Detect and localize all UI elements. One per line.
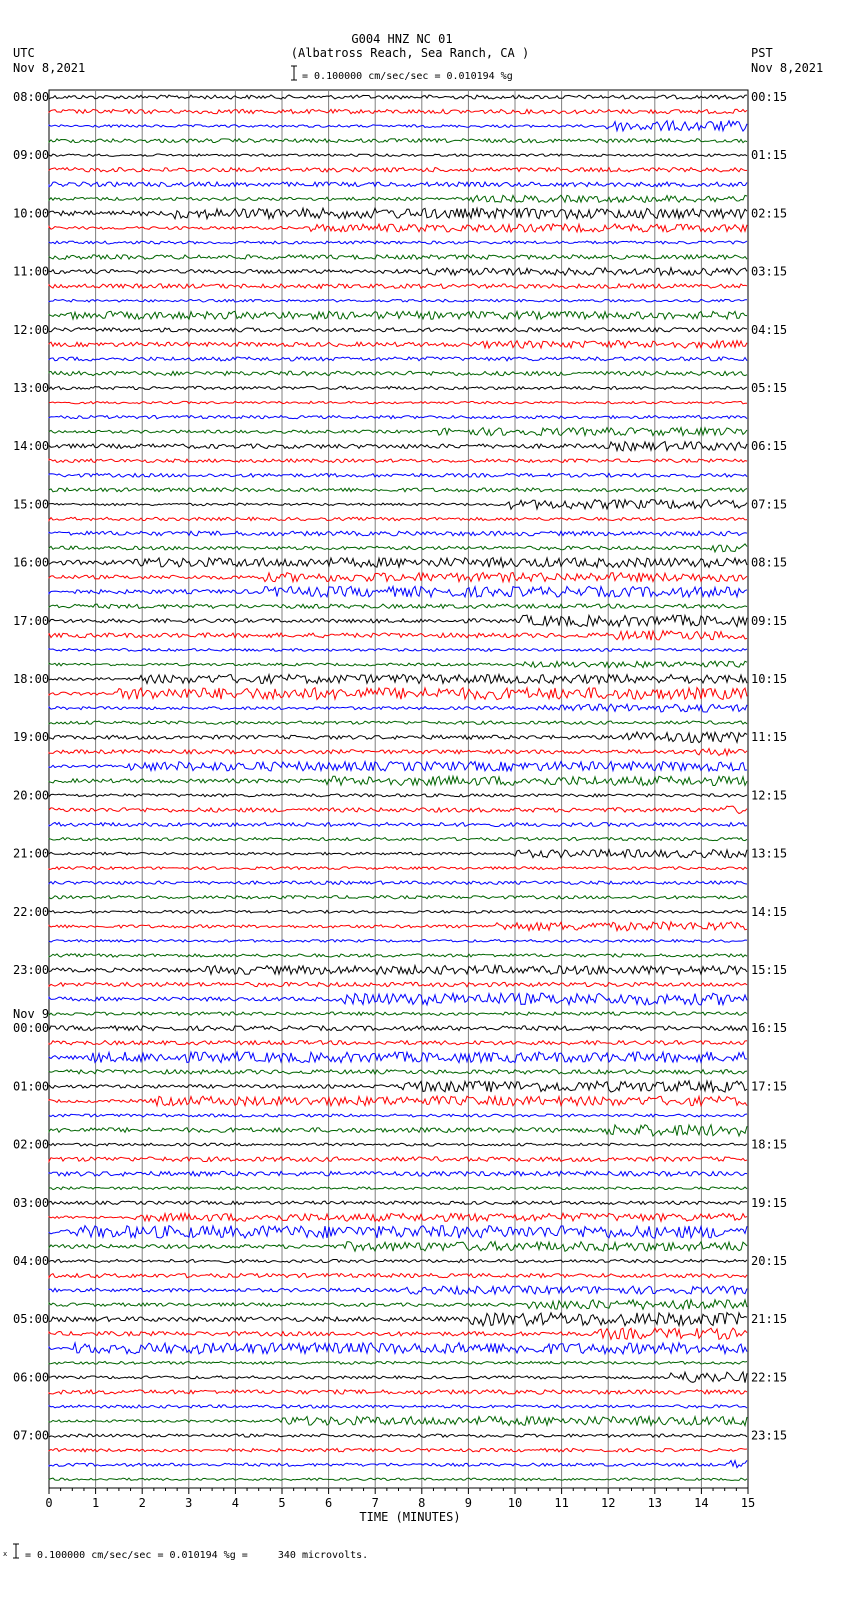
seismic-trace bbox=[49, 311, 747, 319]
seismic-trace bbox=[49, 371, 747, 375]
seismic-trace bbox=[49, 1226, 747, 1239]
x-tick-label: 11 bbox=[554, 1496, 569, 1510]
seismic-trace bbox=[49, 531, 747, 536]
x-tick-label: 9 bbox=[464, 1496, 473, 1510]
right-hour-label: 23:15 bbox=[751, 1428, 788, 1443]
seismic-trace bbox=[49, 1213, 747, 1221]
seismic-trace bbox=[49, 386, 747, 389]
seismic-trace bbox=[49, 674, 747, 683]
seismic-trace bbox=[49, 867, 747, 870]
seismic-trace bbox=[49, 195, 747, 202]
footer-scale-bar-icon bbox=[3, 1542, 25, 1560]
seismic-trace bbox=[49, 762, 747, 771]
seismic-trace bbox=[49, 704, 747, 712]
seismic-trace bbox=[49, 631, 747, 641]
left-hour-label: 02:00 bbox=[13, 1137, 50, 1152]
seismic-trace bbox=[49, 255, 747, 259]
seismic-trace bbox=[49, 1143, 747, 1146]
seismic-trace bbox=[49, 109, 747, 114]
right-hour-label: 01:15 bbox=[751, 148, 788, 163]
seismic-trace bbox=[49, 139, 747, 143]
seismic-trace bbox=[49, 688, 747, 700]
right-timezone-label: PST bbox=[751, 46, 773, 60]
left-hour-label: 19:00 bbox=[13, 730, 50, 745]
seismic-trace bbox=[49, 776, 747, 785]
seismic-trace bbox=[49, 544, 747, 552]
left-hour-label: 17:00 bbox=[13, 613, 50, 628]
svg-text:x: x bbox=[3, 1550, 8, 1558]
seismic-trace bbox=[49, 1274, 747, 1278]
left-date-label: Nov 8,2021 bbox=[13, 61, 86, 75]
seismic-trace bbox=[49, 1405, 747, 1408]
left-hour-label: 01:00 bbox=[13, 1079, 50, 1094]
x-tick-label: 4 bbox=[231, 1496, 240, 1510]
seismic-trace bbox=[49, 1171, 747, 1176]
seismic-trace bbox=[49, 806, 747, 813]
seismic-trace bbox=[49, 661, 747, 668]
seismic-trace bbox=[49, 1390, 747, 1394]
right-hour-label: 14:15 bbox=[751, 904, 788, 919]
seismic-trace bbox=[49, 1242, 747, 1252]
x-tick-label: 6 bbox=[324, 1496, 333, 1510]
date-change-label: Nov 9 bbox=[13, 1007, 50, 1022]
seismic-trace bbox=[49, 1012, 747, 1016]
x-tick-label: 8 bbox=[418, 1496, 426, 1510]
seismic-trace bbox=[49, 1343, 747, 1354]
seismic-trace bbox=[49, 1372, 747, 1383]
right-hour-label: 03:15 bbox=[751, 264, 788, 279]
seismic-trace bbox=[49, 1286, 747, 1294]
seismic-trace bbox=[49, 1259, 747, 1262]
seismic-trace bbox=[49, 1187, 747, 1190]
x-tick-label: 5 bbox=[278, 1496, 286, 1510]
seismic-trace bbox=[49, 488, 747, 492]
left-hour-label: 08:00 bbox=[13, 90, 50, 104]
right-hour-label: 09:15 bbox=[751, 613, 788, 628]
left-hour-label: 22:00 bbox=[13, 904, 50, 919]
x-tick-label: 13 bbox=[647, 1496, 663, 1510]
seismic-trace bbox=[49, 241, 747, 244]
seismic-trace bbox=[49, 1125, 747, 1136]
seismic-trace bbox=[49, 284, 747, 289]
left-hour-label: 14:00 bbox=[13, 439, 50, 454]
seismic-trace bbox=[49, 982, 747, 986]
seismic-trace bbox=[49, 1328, 747, 1339]
seismic-trace bbox=[49, 794, 747, 797]
seismic-trace bbox=[49, 500, 747, 510]
left-hour-label: 07:00 bbox=[13, 1428, 50, 1443]
scale-text: = 0.100000 cm/sec/sec = 0.010194 %g bbox=[302, 71, 513, 82]
seismic-trace bbox=[49, 881, 747, 884]
x-tick-label: 1 bbox=[91, 1496, 100, 1510]
seismic-trace bbox=[49, 1361, 747, 1364]
seismic-trace bbox=[49, 154, 747, 156]
right-hour-label: 15:15 bbox=[751, 963, 788, 977]
x-tick-label: 10 bbox=[507, 1496, 523, 1510]
seismic-trace bbox=[49, 1416, 747, 1425]
right-hour-label: 04:15 bbox=[751, 322, 788, 337]
left-hour-label: 21:00 bbox=[13, 846, 50, 861]
seismic-trace bbox=[49, 442, 747, 451]
right-hour-label: 07:15 bbox=[751, 497, 788, 512]
seismic-trace bbox=[49, 823, 747, 827]
seismic-trace bbox=[49, 517, 747, 520]
right-hour-label: 00:15 bbox=[751, 90, 788, 104]
seismic-trace bbox=[49, 1313, 747, 1326]
right-hour-label: 11:15 bbox=[751, 730, 788, 745]
right-hour-label: 10:15 bbox=[751, 672, 788, 686]
seismic-trace bbox=[49, 1070, 747, 1075]
seismic-trace bbox=[49, 850, 747, 858]
seismic-trace bbox=[49, 922, 747, 931]
seismic-trace bbox=[49, 604, 747, 608]
right-hour-label: 12:15 bbox=[751, 788, 788, 803]
right-hour-label: 21:15 bbox=[751, 1312, 788, 1327]
left-hour-label: 11:00 bbox=[13, 264, 50, 279]
seismic-trace bbox=[49, 1081, 747, 1092]
left-hour-label: 04:00 bbox=[13, 1254, 50, 1268]
seismic-trace bbox=[49, 1434, 747, 1437]
x-axis-label: TIME (MINUTES) bbox=[359, 1510, 461, 1524]
seismic-trace bbox=[49, 121, 747, 131]
left-hour-label: 20:00 bbox=[13, 788, 50, 803]
seismic-trace bbox=[49, 1478, 747, 1480]
left-hour-label: 00:00 bbox=[13, 1021, 50, 1036]
seismic-trace bbox=[49, 1300, 747, 1310]
seismic-trace bbox=[49, 401, 747, 404]
seismic-trace bbox=[49, 182, 747, 187]
left-hour-label: 16:00 bbox=[13, 555, 50, 570]
seismic-trace bbox=[49, 573, 747, 582]
chart-title: G004 HNZ NC 01 bbox=[351, 32, 453, 46]
right-hour-label: 08:15 bbox=[751, 555, 788, 570]
seismic-trace bbox=[49, 721, 747, 724]
seismic-trace bbox=[49, 838, 747, 841]
seismic-trace bbox=[49, 1096, 747, 1106]
seismic-trace bbox=[49, 1041, 747, 1045]
seismic-trace bbox=[49, 586, 747, 597]
x-tick-label: 15 bbox=[740, 1496, 756, 1510]
seismic-trace bbox=[49, 954, 747, 957]
seismic-trace bbox=[49, 910, 747, 913]
seismic-trace bbox=[49, 168, 747, 172]
x-tick-label: 14 bbox=[694, 1496, 709, 1510]
right-hour-label: 02:15 bbox=[751, 206, 788, 221]
seismic-trace bbox=[49, 224, 747, 232]
seismic-trace bbox=[49, 428, 747, 436]
seismic-trace bbox=[49, 749, 747, 756]
x-tick-label: 3 bbox=[185, 1496, 193, 1510]
right-hour-label: 20:15 bbox=[751, 1254, 788, 1268]
seismic-trace bbox=[49, 896, 747, 899]
chart-subtitle: (Albatross Reach, Sea Ranch, CA ) bbox=[290, 46, 530, 60]
left-hour-label: 13:00 bbox=[13, 381, 50, 395]
seismic-trace bbox=[49, 1449, 747, 1452]
x-tick-label: 7 bbox=[371, 1496, 379, 1510]
seismic-trace bbox=[49, 459, 747, 463]
left-hour-label: 09:00 bbox=[13, 148, 50, 163]
right-hour-label: 05:15 bbox=[751, 381, 788, 395]
left-hour-label: 18:00 bbox=[13, 672, 50, 686]
seismic-trace bbox=[49, 268, 747, 276]
right-hour-label: 22:15 bbox=[751, 1370, 788, 1385]
right-hour-label: 19:15 bbox=[751, 1195, 788, 1210]
seismic-trace bbox=[49, 95, 747, 99]
left-hour-label: 12:00 bbox=[13, 322, 50, 337]
left-hour-label: 03:00 bbox=[13, 1195, 50, 1210]
seismic-trace bbox=[49, 328, 747, 332]
seismic-trace bbox=[49, 558, 747, 568]
seismic-trace bbox=[49, 1460, 747, 1467]
left-hour-label: 06:00 bbox=[13, 1370, 50, 1385]
x-tick-label: 12 bbox=[600, 1496, 616, 1510]
seismic-trace bbox=[49, 1026, 747, 1031]
left-hour-label: 05:00 bbox=[13, 1312, 50, 1327]
seismic-trace bbox=[49, 940, 747, 943]
x-tick-label: 2 bbox=[138, 1496, 146, 1510]
x-tick-label: 0 bbox=[45, 1496, 53, 1510]
seismic-trace bbox=[49, 993, 747, 1005]
seismic-trace bbox=[49, 1052, 747, 1063]
seismic-trace bbox=[49, 732, 747, 743]
seismic-trace bbox=[49, 299, 747, 302]
right-hour-label: 18:15 bbox=[751, 1137, 788, 1152]
seismic-trace bbox=[49, 966, 747, 975]
seismic-trace bbox=[49, 473, 747, 477]
seismic-trace bbox=[49, 615, 747, 626]
right-hour-label: 06:15 bbox=[751, 439, 788, 454]
seismic-trace bbox=[49, 416, 747, 419]
right-hour-label: 16:15 bbox=[751, 1021, 788, 1036]
left-hour-label: 15:00 bbox=[13, 497, 50, 512]
seismic-trace bbox=[49, 1201, 747, 1204]
seismic-trace bbox=[49, 357, 747, 361]
seismic-trace bbox=[49, 341, 747, 349]
seismic-trace bbox=[49, 208, 747, 219]
seismic-trace bbox=[49, 1114, 747, 1117]
right-date-label: Nov 8,2021 bbox=[751, 61, 824, 75]
left-hour-label: 10:00 bbox=[13, 206, 50, 221]
right-hour-label: 17:15 bbox=[751, 1079, 788, 1094]
left-timezone-label: UTC bbox=[13, 46, 35, 60]
left-hour-label: 23:00 bbox=[13, 963, 50, 977]
seismic-trace bbox=[49, 1157, 747, 1162]
seismic-trace bbox=[49, 649, 747, 652]
footer-scale-note: = 0.100000 cm/sec/sec = 0.010194 %g = 340 microvolts. bbox=[25, 1550, 369, 1561]
right-hour-label: 13:15 bbox=[751, 846, 788, 861]
